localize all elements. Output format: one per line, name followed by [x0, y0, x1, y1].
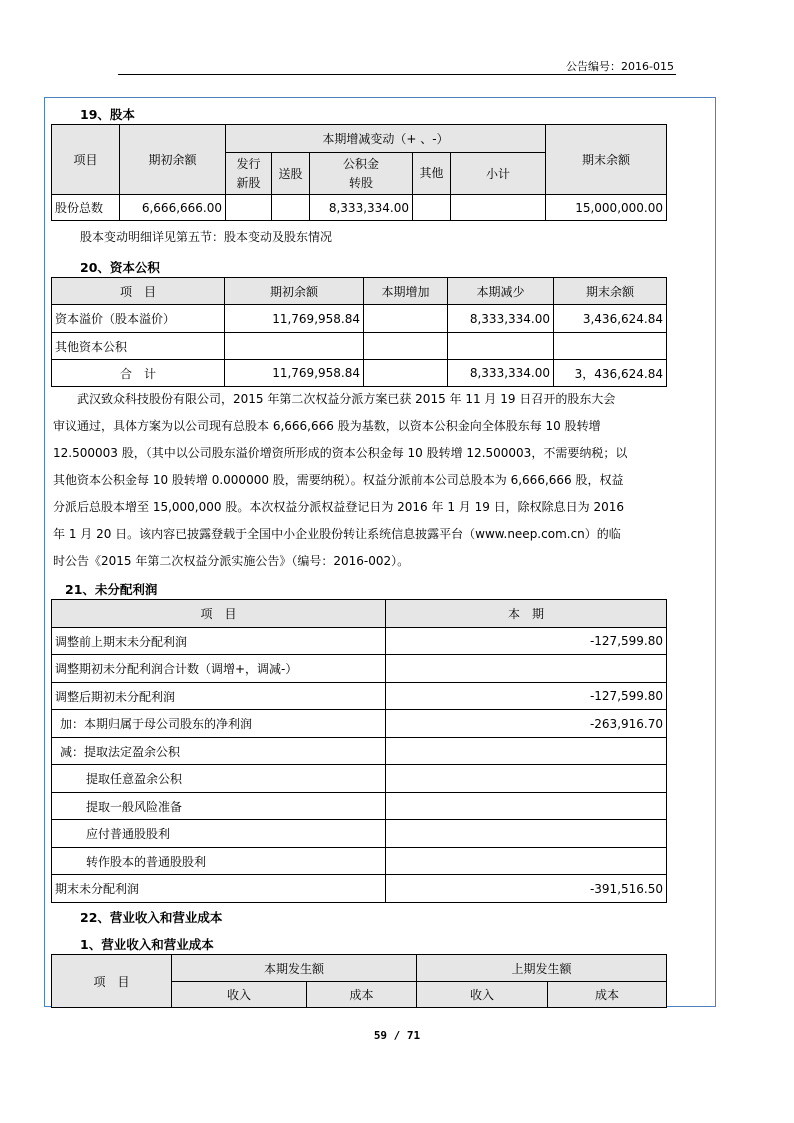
- header-begin-balance: 期初余额: [120, 125, 226, 195]
- cell-subtotal: [451, 195, 546, 221]
- header-bonus-shares: 送股: [272, 153, 310, 195]
- section-19-title: 19、股本: [80, 107, 135, 122]
- cell-value: [386, 820, 667, 848]
- cell-item: 提取任意盈余公积: [52, 765, 386, 793]
- cell-item: 期末未分配利润: [52, 875, 386, 903]
- header-revenue-prior: 收入: [417, 982, 548, 1008]
- table-row: [52, 683, 667, 710]
- cell-bonus: [272, 195, 310, 221]
- cell-reserve: 8,333,334.00: [310, 195, 413, 221]
- cell-decrease: [448, 333, 554, 360]
- header-item: 项 目: [52, 600, 386, 628]
- cell-increase: [364, 333, 448, 360]
- header-new-issue: 发行新股: [226, 153, 272, 195]
- header-reserve-to-capital: 公积金转股: [310, 153, 413, 195]
- cell-value: [386, 765, 667, 793]
- section-21-title: 21、未分配利润: [65, 582, 158, 597]
- header-subtotal: 小计: [451, 153, 546, 195]
- paragraph-line: 时公告《2015 年第二次权益分派实施公告》（编号：2016-002）。: [53, 554, 410, 568]
- paragraph-line: 其他资本公积金每 10 股转增 0.000000 股，需要纳税）。权益分派前本公司总股本为 6,666,666 股，权益: [53, 473, 624, 487]
- table-row: [52, 765, 667, 793]
- cell-item: 调整后期初未分配利润: [52, 683, 386, 710]
- table-row: [52, 333, 667, 360]
- page-number: 59 / 71: [373, 1029, 421, 1042]
- header-period-change: 本期增减变动（+ 、-）: [226, 125, 546, 153]
- cell-item: 提取一般风险准备: [52, 793, 386, 820]
- paragraph-line: 武汉致众科技股份有限公司，2015 年第二次权益分派方案已获 2015 年 11 月 19 日召开的股东大会: [53, 392, 616, 406]
- table-row: [52, 305, 667, 333]
- header-end-balance: 期末余额: [546, 125, 667, 195]
- share-capital-table: [51, 124, 667, 221]
- cell-item: 合 计: [52, 360, 225, 387]
- cell-item: 减：提取法定盈余公积: [52, 738, 386, 765]
- header-item: 项目: [52, 125, 120, 195]
- cell-increase: [364, 305, 448, 333]
- cell-end: 15,000,000.00: [546, 195, 667, 221]
- cell-end: [554, 333, 667, 360]
- table-row: [52, 793, 667, 820]
- cell-value: -127,599.80: [386, 683, 667, 710]
- cell-end: 3，436,624.84: [554, 360, 667, 387]
- section-20-title: 20、资本公积: [80, 260, 160, 275]
- cell-begin: 11,769,958.84: [225, 360, 364, 387]
- cell-value: [386, 738, 667, 765]
- cell-other: [413, 195, 451, 221]
- cell-item: 股份总数: [52, 195, 120, 221]
- header-item: 项 目: [52, 955, 172, 1008]
- paragraph-line: 年 1 月 20 日。该内容已披露登载于全国中小企业股份转让系统信息披露平台（www.neep.com.cn）的临: [53, 527, 621, 541]
- cell-item: 加：本期归属于母公司股东的净利润: [52, 710, 386, 738]
- section-22-title: 22、营业收入和营业成本: [80, 910, 223, 925]
- cell-value: [386, 793, 667, 820]
- paragraph-line: 12.500003 股，（其中以公司股东溢价增资所形成的资本公积金每 10 股转增 12.500003，不需要纳税；以: [53, 446, 628, 460]
- paragraph-line: 分派后总股本增至 15,000,000 股。本次权益分派权益登记日为 2016 年 1 月 19 日，除权除息日为 2016: [53, 500, 625, 514]
- cell-item: 转作股本的普通股股利: [52, 848, 386, 875]
- cell-item: 调整前上期末未分配利润: [52, 628, 386, 655]
- cell-item: 其他资本公积: [52, 333, 225, 360]
- header-doc-number: 公告编号：2016-015: [566, 60, 674, 73]
- header-revenue: 收入: [172, 982, 307, 1008]
- paragraph-line: 审议通过，具体方案为以公司现有总股本 6,666,666 股为基数，以资本公积金向全体股东每 10 股转增: [53, 419, 601, 433]
- header-cost: 成本: [307, 982, 417, 1008]
- header-end-balance: 期末余额: [554, 278, 667, 305]
- revenue-cost-table: [51, 954, 667, 1008]
- cell-begin: 11,769,958.84: [225, 305, 364, 333]
- cell-value: -127,599.80: [386, 628, 667, 655]
- table-row: [52, 738, 667, 765]
- cell-item: 调整期初未分配利润合计数（调增+，调减-）: [52, 655, 386, 683]
- cell-decrease: 8,333,334.00: [448, 360, 554, 387]
- table-row: [52, 655, 667, 683]
- header-other: 其他: [413, 153, 451, 195]
- table-row: [52, 628, 667, 655]
- cell-item: 资本溢价（股本溢价）: [52, 305, 225, 333]
- cell-increase: [364, 360, 448, 387]
- table-row: [52, 820, 667, 848]
- table-row: [52, 710, 667, 738]
- dividend-plan-paragraph: [53, 386, 627, 575]
- cell-item: 应付普通股股利: [52, 820, 386, 848]
- cell-value: [386, 655, 667, 683]
- cell-begin: [225, 333, 364, 360]
- header-begin-balance: 期初余额: [225, 278, 364, 305]
- table-row: [52, 875, 667, 903]
- table-row: [52, 848, 667, 875]
- header-cost-prior: 成本: [548, 982, 667, 1008]
- cell-end: 3,436,624.84: [554, 305, 667, 333]
- header-prior-period: 上期发生额: [417, 955, 667, 982]
- cell-decrease: 8,333,334.00: [448, 305, 554, 333]
- retained-earnings-table: [51, 599, 667, 903]
- capital-reserve-table: [51, 277, 667, 387]
- cell-begin: 6,666,666.00: [120, 195, 226, 221]
- header-item: 项 目: [52, 278, 225, 305]
- cell-value: -391,516.50: [386, 875, 667, 903]
- header-increase: 本期增加: [364, 278, 448, 305]
- header-current-period: 本期发生额: [172, 955, 417, 982]
- table-row-total: [52, 360, 667, 387]
- cell-value: -263,916.70: [386, 710, 667, 738]
- header-decrease: 本期减少: [448, 278, 554, 305]
- cell-value: [386, 848, 667, 875]
- cell-issue: [226, 195, 272, 221]
- section-22-subtitle: 1、营业收入和营业成本: [80, 937, 214, 952]
- section-19-note: 股本变动明细详见第五节：股本变动及股东情况: [80, 230, 333, 244]
- header-rule: [118, 74, 676, 75]
- header-current-period: 本 期: [386, 600, 667, 628]
